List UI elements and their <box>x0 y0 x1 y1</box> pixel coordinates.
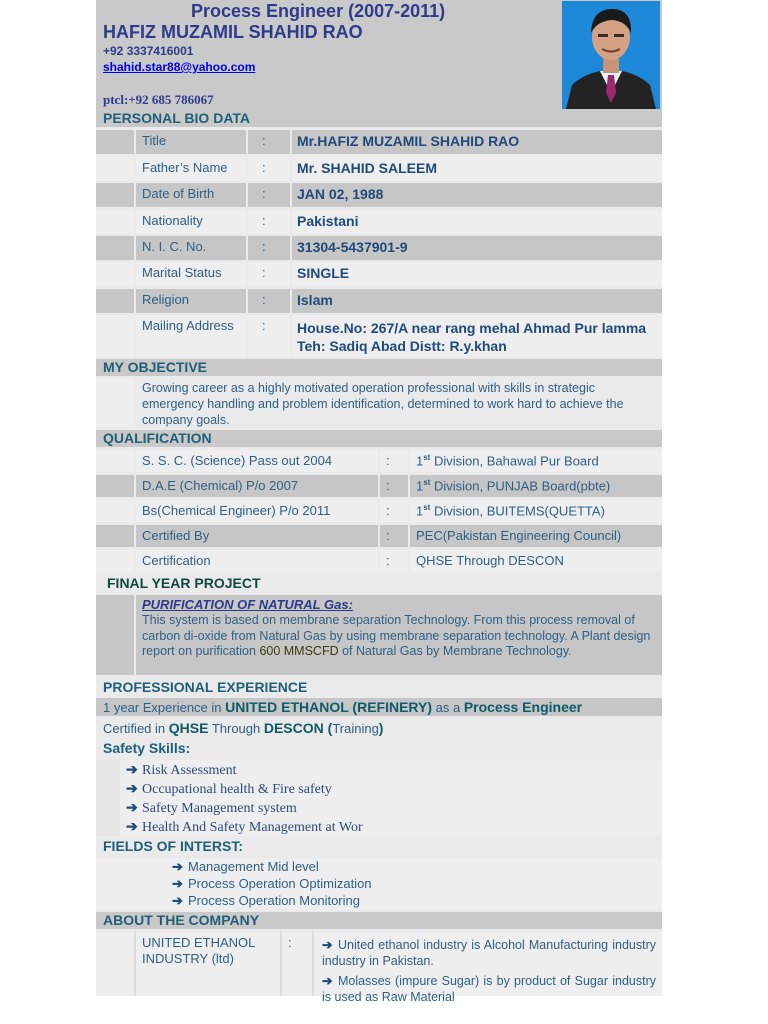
qualification-label: Certification <box>136 550 378 572</box>
arrow-right-icon: ➔ <box>322 974 333 988</box>
section-heading-experience: PROFESSIONAL EXPERIENCE <box>96 679 662 696</box>
ptcl-number: ptcl:+92 685 786067 <box>103 92 214 107</box>
bio-label: Mailing Address <box>136 315 246 357</box>
profile-photo <box>562 1 660 109</box>
safety-item: ➔ Risk Assessment <box>126 763 237 778</box>
section-heading-safety: Safety Skills: <box>96 740 662 757</box>
section-heading-company: ABOUT THE COMPANY <box>96 912 662 929</box>
fields-list <box>96 858 662 910</box>
field-item: ➔ Process Operation Optimization <box>172 876 372 891</box>
colon: : <box>288 935 292 950</box>
section-heading-bio: PERSONAL BIO DATA <box>96 110 662 127</box>
colon: : <box>248 262 290 286</box>
email-link[interactable]: shahid.star88@yahoo.com <box>103 60 256 74</box>
qualification-row <box>96 475 662 497</box>
project-text: This system is based on membrane separation Technology. From this process removal of carbon di-oxide from Natural Gas by using membrane separation technology. A Plant design report on purification 600 MMSCFD of Natural Gas by Membrane Technology. <box>142 613 651 658</box>
bio-row-nationality <box>96 210 662 234</box>
qualification-value: 1st Division, PUNJAB Board(pbte) <box>410 475 662 497</box>
bio-value: Mr. SHAHID SALEEM <box>292 157 662 181</box>
bio-value: Pakistani <box>292 210 662 234</box>
bio-row-title <box>96 130 662 154</box>
qualification-row <box>96 525 662 547</box>
safety-item: ➔ Safety Management system <box>126 801 297 816</box>
bio-label: N. I. C. No. <box>136 236 246 260</box>
colon: : <box>380 475 408 497</box>
arrow-right-icon: ➔ <box>172 876 183 891</box>
colon: : <box>248 289 290 313</box>
colon: : <box>248 130 290 154</box>
colon: : <box>248 157 290 181</box>
colon: : <box>380 550 408 572</box>
colon: : <box>248 236 290 260</box>
section-heading-objective: MY OBJECTIVE <box>96 359 662 376</box>
arrow-right-icon: ➔ <box>126 763 138 778</box>
colon: : <box>380 450 408 472</box>
company-block <box>96 932 662 1004</box>
qualification-row <box>96 500 662 522</box>
arrow-right-icon: ➔ <box>126 801 138 816</box>
project-block <box>96 595 662 675</box>
colon: : <box>248 315 290 357</box>
arrow-right-icon: ➔ <box>322 938 333 952</box>
colon: : <box>380 525 408 547</box>
bio-value: 31304-5437901-9 <box>292 236 662 260</box>
qualification-label: Certified By <box>136 525 378 547</box>
field-item: ➔ Process Operation Monitoring <box>172 893 360 908</box>
objective-block <box>96 378 662 426</box>
job-title: Process Engineer (2007-2011) <box>191 1 446 21</box>
arrow-right-icon: ➔ <box>126 820 138 835</box>
bio-row-dob <box>96 183 662 207</box>
section-heading-project: FINAL YEAR PROJECT <box>96 575 662 592</box>
bio-value: Mr.HAFIZ MUZAMIL SHAHID RAO <box>292 130 662 154</box>
bio-value: JAN 02, 1988 <box>292 183 662 207</box>
company-bullet: ➔ Molasses (impure Sugar) is by product of Sugar industry is used as Raw Material <box>322 974 656 1004</box>
colon: : <box>380 500 408 522</box>
qualification-row <box>96 450 662 472</box>
bio-row-nic <box>96 236 662 260</box>
arrow-right-icon: ➔ <box>172 859 183 874</box>
resume-page <box>96 0 662 1004</box>
bio-row-religion <box>96 289 662 313</box>
objective-text: Growing career as a highly motivated operation professional with skills in strategic emergency handling and problem identification, determined to work hard to achieve the company goals. <box>142 381 624 427</box>
qualification-value: 1st Division, BUITEMS(QUETTA) <box>410 500 662 522</box>
experience-line-1: 1 year Experience in UNITED ETHANOL (REFINERY) as a Process Engineer <box>96 698 662 716</box>
company-name: UNITED ETHANOL INDUSTRY (ltd) <box>142 935 255 966</box>
project-title: PURIFICATION OF NATURAL Gas: <box>142 597 353 612</box>
colon: : <box>248 183 290 207</box>
bio-row-father <box>96 157 662 181</box>
experience-line-2: Certified in QHSE Through DESCON (Training) <box>103 720 384 736</box>
arrow-right-icon: ➔ <box>126 782 138 797</box>
bio-value: SINGLE <box>292 262 662 286</box>
bio-row-marital <box>96 262 662 286</box>
bio-label: Title <box>136 130 246 154</box>
qualification-label: S. S. C. (Science) Pass out 2004 <box>136 450 378 472</box>
safety-item: ➔ Health And Safety Management at Wor <box>126 820 363 835</box>
resume-header <box>96 0 662 110</box>
company-bullet: ➔ United ethanol industry is Alcohol Manufacturing industry industry in Pakistan. <box>322 938 656 968</box>
safety-list <box>96 760 662 836</box>
section-heading-fields: FIELDS OF INTERST: <box>96 838 662 855</box>
bio-value: House.No: 267/A near rang mehal Ahmad Pur lamma Teh: Sadiq Abad Distt: R.y.khan <box>292 315 662 357</box>
qualification-value: QHSE Through DESCON <box>410 550 662 572</box>
qualification-value: PEC(Pakistan Engineering Council) <box>410 525 662 547</box>
qualification-label: Bs(Chemical Engineer) P/o 2011 <box>136 500 378 522</box>
candidate-name: HAFIZ MUZAMIL SHAHID RAO <box>103 22 363 42</box>
safety-item: ➔ Occupational health & Fire safety <box>126 782 332 797</box>
arrow-right-icon: ➔ <box>172 893 183 908</box>
bio-label: Father’s Name <box>136 157 246 181</box>
bio-label: Date of Birth <box>136 183 246 207</box>
qualification-value: 1st Division, Bahawal Pur Board <box>410 450 662 472</box>
bio-label: Nationality <box>136 210 246 234</box>
field-item: ➔ Management Mid level <box>172 859 319 874</box>
colon: : <box>248 210 290 234</box>
section-heading-qualification: QUALIFICATION <box>96 430 662 447</box>
qualification-row <box>96 550 662 572</box>
bio-label: Marital Status <box>136 262 246 286</box>
bio-row-address <box>96 315 662 357</box>
bio-value: Islam <box>292 289 662 313</box>
qualification-label: D.A.E (Chemical) P/o 2007 <box>136 475 378 497</box>
phone-number: +92 3337416001 <box>103 44 194 58</box>
bio-label: Religion <box>136 289 246 313</box>
